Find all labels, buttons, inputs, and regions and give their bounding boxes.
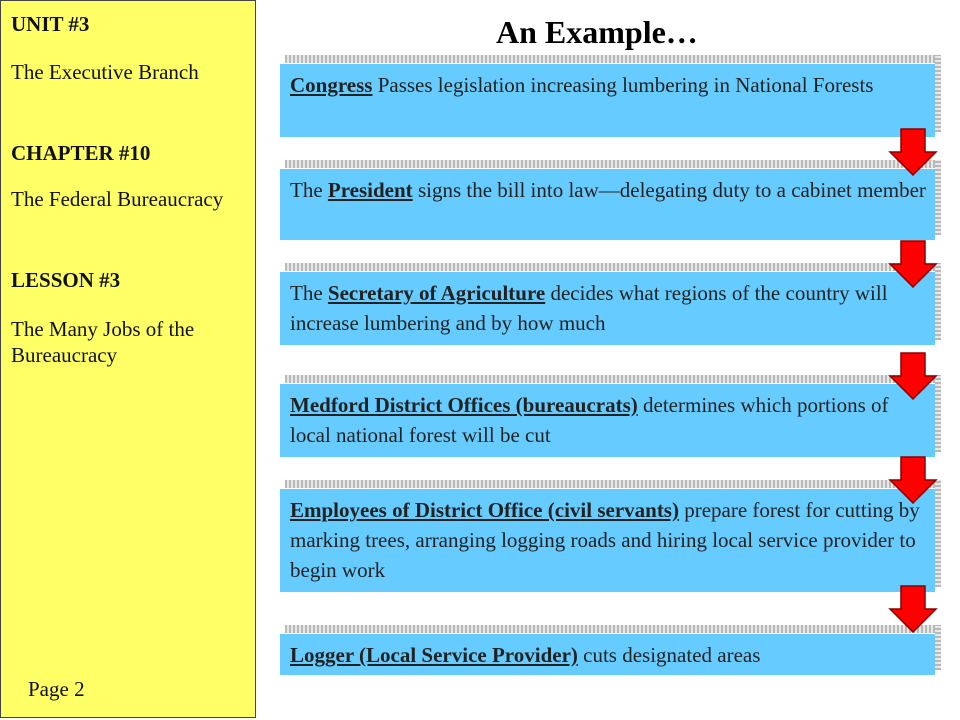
unit-label: UNIT #3: [11, 12, 90, 36]
step-lead: Employees of District Office (civil servants): [290, 498, 679, 522]
chapter-title: The Federal Bureaucracy: [11, 187, 224, 211]
unit-title: The Executive Branch: [11, 60, 199, 84]
step-lead: Congress: [290, 73, 373, 97]
step-box-3: [280, 272, 935, 345]
down-arrow-icon: [888, 240, 938, 288]
down-arrow-icon: [888, 585, 938, 633]
step-box-4: [280, 384, 935, 457]
step-pre: The: [290, 281, 328, 305]
page-number: Page 2: [28, 677, 85, 701]
slide-title: An Example…: [496, 14, 698, 50]
step-rest: prepare forest for cutting by marking trees, arranging logging roads and hiring local service provider to begin work: [290, 498, 920, 582]
step-lead: Medford District Offices (bureaucrats): [290, 393, 638, 417]
step-box-1: [280, 64, 935, 137]
sidebar: [0, 0, 256, 718]
step-rest: decides what regions of the country will increase lumbering and by how much: [290, 281, 888, 335]
down-arrow-icon: [888, 352, 938, 400]
step-box-5: [280, 489, 935, 592]
step-lead: President: [327, 178, 413, 202]
step-lead: Secretary of Agriculture: [327, 281, 546, 305]
step-rest: Passes legislation increasing lumbering in National Forests: [372, 73, 874, 97]
step-rest: cuts designated areas: [577, 643, 761, 667]
step-lead: Logger (Local Service Provider): [290, 643, 578, 667]
lesson-title: The Many Jobs of the Bureaucracy: [11, 317, 195, 367]
lesson-label: LESSON #3: [11, 268, 121, 292]
down-arrow-icon: [888, 456, 938, 504]
down-arrow-icon: [888, 128, 938, 176]
step-box-6: [280, 634, 935, 675]
step-box-2: [280, 169, 935, 240]
chapter-label: CHAPTER #10: [11, 141, 151, 165]
step-rest: signs the bill into law—delegating duty to a cabinet member: [412, 178, 926, 202]
step-pre: The: [290, 178, 328, 202]
step-rest: determines which portions of local national forest will be cut: [290, 393, 889, 447]
